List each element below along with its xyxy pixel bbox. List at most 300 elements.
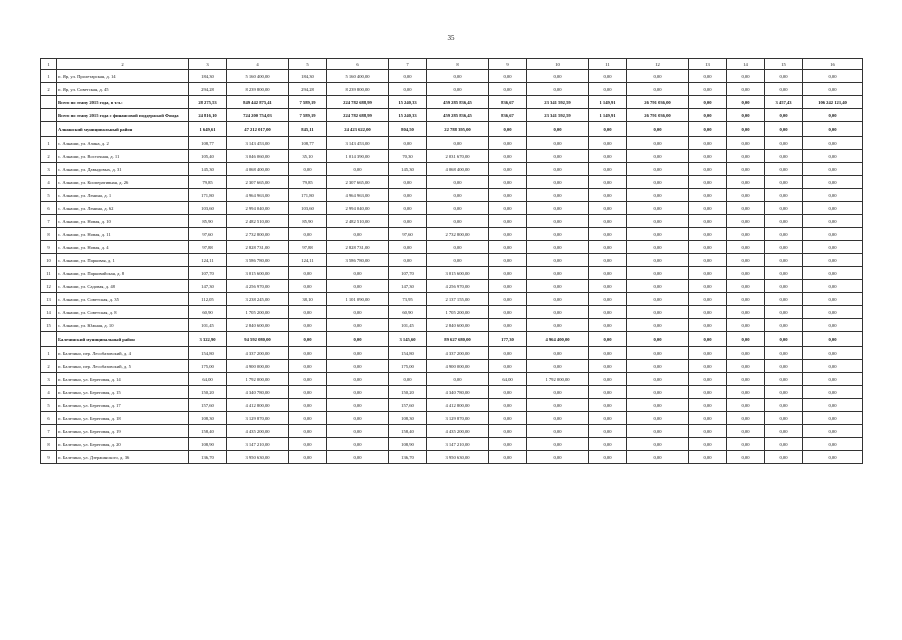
value-cell: 150,20 (189, 386, 227, 399)
value-cell: 0,00 (765, 425, 803, 438)
value-cell: 0,00 (527, 347, 589, 360)
value-cell: 1 705 200,00 (227, 306, 289, 319)
value-cell: 0,00 (689, 319, 727, 332)
district-subtotal-row (41, 332, 863, 347)
row-number-cell: 4 (41, 176, 57, 189)
value-cell: 0,00 (689, 306, 727, 319)
value-cell: 0,00 (727, 163, 765, 176)
value-cell: 26 791 036,00 (627, 109, 689, 122)
value-cell: 1 149,91 (589, 96, 627, 109)
address-cell: Алнашский муниципальный район (57, 122, 189, 137)
value-cell: 28 275,53 (189, 96, 227, 109)
value-cell: 2 137 155,00 (427, 293, 489, 306)
value-cell: 0,00 (765, 70, 803, 83)
value-cell: 0,00 (803, 70, 863, 83)
value-cell: 4 256 970,00 (427, 280, 489, 293)
value-cell: 0,00 (289, 163, 327, 176)
address-cell: п. Балезино, ул. Береговая, д. 20 (57, 438, 189, 451)
value-cell: 0,00 (589, 137, 627, 150)
value-cell: 0,00 (589, 241, 627, 254)
value-cell: 0,00 (689, 163, 727, 176)
value-cell: 0,00 (289, 360, 327, 373)
value-cell: 0,00 (689, 386, 727, 399)
value-cell: 0,00 (765, 83, 803, 96)
value-cell: 0,00 (627, 137, 689, 150)
table-row (41, 70, 863, 83)
value-cell: 79,85 (289, 176, 327, 189)
value-cell: 0,00 (689, 425, 727, 438)
value-cell: 4 964 400,00 (527, 332, 589, 347)
value-cell: 0,00 (527, 202, 589, 215)
value-cell: 0,00 (689, 215, 727, 228)
value-cell: 15 240,33 (389, 96, 427, 109)
value-cell: 108,90 (189, 438, 227, 451)
value-cell: 0,00 (689, 332, 727, 347)
address-cell: Балезинский муниципальный район (57, 332, 189, 347)
value-cell: 3 586 780,00 (327, 254, 389, 267)
table-row (41, 163, 863, 176)
row-number-cell: 4 (41, 386, 57, 399)
value-cell: 184,30 (289, 70, 327, 83)
value-cell: 0,00 (727, 373, 765, 386)
address-cell: с. Алнаши, ул. Парковийская, д. 8 (57, 267, 189, 280)
value-cell: 0,00 (803, 319, 863, 332)
address-cell: п. Яр, ул. Советская, д. 45 (57, 83, 189, 96)
row-number-cell: 5 (41, 189, 57, 202)
value-cell: 1 649,61 (189, 122, 227, 137)
value-cell: 0,00 (627, 202, 689, 215)
value-cell: 0,00 (489, 360, 527, 373)
value-cell: 107,70 (189, 267, 227, 280)
value-cell: 0,00 (627, 386, 689, 399)
value-cell: 0,00 (527, 319, 589, 332)
value-cell: 0,00 (527, 451, 589, 464)
value-cell: 0,00 (289, 425, 327, 438)
value-cell: 4 068 400,00 (427, 163, 489, 176)
value-cell: 294,28 (289, 83, 327, 96)
value-cell: 0,00 (765, 386, 803, 399)
value-cell: 0,00 (489, 280, 527, 293)
value-cell: 0,00 (765, 163, 803, 176)
value-cell: 0,00 (803, 451, 863, 464)
value-cell: 60,90 (389, 306, 427, 319)
value-cell: 171,80 (189, 189, 227, 202)
table-row (41, 293, 863, 306)
value-cell: 0,00 (489, 83, 527, 96)
value-cell: 0,00 (489, 137, 527, 150)
value-cell: 0,00 (327, 347, 389, 360)
value-cell: 0,00 (803, 163, 863, 176)
value-cell: 108,77 (189, 137, 227, 150)
value-cell: 0,00 (689, 267, 727, 280)
value-cell: 0,00 (527, 438, 589, 451)
value-cell: 0,00 (803, 109, 863, 122)
value-cell: 85,90 (189, 215, 227, 228)
value-cell: 47 212 017,00 (227, 122, 289, 137)
value-cell: 0,00 (765, 438, 803, 451)
row-number-cell: 14 (41, 306, 57, 319)
value-cell: 0,00 (589, 254, 627, 267)
address-cell: с. Алнаши, ул. Советская, д. 35 (57, 293, 189, 306)
value-cell: 5 160 400,00 (227, 70, 289, 83)
value-cell: 0,00 (803, 425, 863, 438)
value-cell: 0,00 (289, 332, 327, 347)
value-cell: 2 732 800,00 (227, 228, 289, 241)
value-cell: 0,00 (727, 215, 765, 228)
value-cell: 3 950 630,00 (227, 451, 289, 464)
value-cell: 0,00 (389, 373, 427, 386)
value-cell: 177,30 (489, 332, 527, 347)
value-cell: 4 964 963,00 (327, 189, 389, 202)
value-cell: 2 994 040,00 (327, 202, 389, 215)
value-cell: 0,00 (327, 280, 389, 293)
value-cell: 0,00 (427, 176, 489, 189)
value-cell: 0,00 (489, 150, 527, 163)
value-cell: 3 147 210,00 (227, 438, 289, 451)
address-cell: с. Алнаши, ул. Давыдовых, д. 31 (57, 163, 189, 176)
address-cell: п. Балезино, ул. Береговая, д. 15 (57, 386, 189, 399)
value-cell: 0,00 (765, 254, 803, 267)
value-cell: 0,00 (389, 241, 427, 254)
value-cell: 23 341 592,59 (527, 96, 589, 109)
value-cell: 2 994 040,00 (227, 202, 289, 215)
value-cell: 70,30 (389, 150, 427, 163)
value-cell: 0,00 (327, 319, 389, 332)
column-number-cell: 4 (227, 59, 289, 70)
value-cell: 0,00 (389, 189, 427, 202)
value-cell: 0,00 (727, 306, 765, 319)
column-number-cell: 6 (327, 59, 389, 70)
value-cell: 3 015 600,00 (227, 267, 289, 280)
value-cell: 4 900 000,00 (227, 360, 289, 373)
value-cell: 2 031 670,00 (427, 150, 489, 163)
row-number-cell: 1 (41, 137, 57, 150)
value-cell: 0,00 (527, 360, 589, 373)
value-cell: 0,00 (765, 332, 803, 347)
table-row (41, 228, 863, 241)
value-cell: 0,00 (327, 228, 389, 241)
value-cell: 0,00 (727, 202, 765, 215)
address-cell: с. Алнаши, ул. Восточная, д. 11 (57, 150, 189, 163)
value-cell: 0,00 (727, 241, 765, 254)
row-number-cell: 7 (41, 215, 57, 228)
table-row (41, 438, 863, 451)
table-row (41, 386, 863, 399)
table-row (41, 412, 863, 425)
value-cell: 38,10 (289, 293, 327, 306)
value-cell: 0,00 (327, 438, 389, 451)
value-cell: 0,00 (689, 451, 727, 464)
value-cell: 0,00 (727, 109, 765, 122)
value-cell: 106 242 121,40 (803, 96, 863, 109)
value-cell: 0,00 (765, 319, 803, 332)
value-cell: 0,00 (689, 202, 727, 215)
value-cell: 0,00 (803, 215, 863, 228)
value-cell: 0,00 (727, 267, 765, 280)
value-cell: 4 412 800,00 (427, 399, 489, 412)
value-cell: 157,60 (389, 399, 427, 412)
value-cell: 0,00 (489, 347, 527, 360)
value-cell: 0,00 (489, 202, 527, 215)
value-cell: 2 828 731,00 (327, 241, 389, 254)
value-cell: 0,00 (289, 280, 327, 293)
column-number-cell: 14 (727, 59, 765, 70)
value-cell: 0,00 (689, 83, 727, 96)
value-cell: 2 307 665,00 (327, 176, 389, 189)
value-cell: 0,00 (589, 83, 627, 96)
address-cell: п. Балезино, ул. Дзержинского, д. 36 (57, 451, 189, 464)
value-cell: 0,00 (627, 70, 689, 83)
value-cell: 0,00 (627, 176, 689, 189)
value-cell: 147,30 (389, 280, 427, 293)
table-row (41, 360, 863, 373)
value-cell: 2 307 665,00 (227, 176, 289, 189)
column-number-cell: 15 (765, 59, 803, 70)
row-number-cell: 3 (41, 373, 57, 386)
value-cell: 0,00 (627, 451, 689, 464)
value-cell: 0,00 (765, 241, 803, 254)
address-cell: п. Балезино, ул. Береговая, д. 17 (57, 399, 189, 412)
value-cell: 0,00 (327, 360, 389, 373)
value-cell: 0,00 (689, 373, 727, 386)
value-cell: 0,00 (589, 293, 627, 306)
column-number-cell: 5 (289, 59, 327, 70)
value-cell: 124,11 (189, 254, 227, 267)
value-cell: 4 256 970,00 (227, 280, 289, 293)
value-cell: 4 340 780,00 (227, 386, 289, 399)
value-cell: 0,00 (389, 254, 427, 267)
value-cell: 0,00 (589, 280, 627, 293)
value-cell: 3 129 870,00 (427, 412, 489, 425)
value-cell: 0,00 (589, 228, 627, 241)
row-number-cell: 2 (41, 360, 57, 373)
value-cell: 0,00 (627, 373, 689, 386)
value-cell: 0,00 (389, 215, 427, 228)
value-cell: 4 435 200,00 (427, 425, 489, 438)
value-cell: 0,00 (627, 399, 689, 412)
value-cell: 3 147 210,00 (427, 438, 489, 451)
value-cell: 0,00 (689, 412, 727, 425)
row-number-cell: 13 (41, 293, 57, 306)
value-cell: 0,00 (489, 319, 527, 332)
value-cell: 0,00 (489, 451, 527, 464)
value-cell: 0,00 (527, 293, 589, 306)
value-cell: 0,00 (765, 347, 803, 360)
value-cell: 8 239 800,00 (227, 83, 289, 96)
value-cell: 0,00 (803, 438, 863, 451)
value-cell: 0,00 (289, 412, 327, 425)
table-row (41, 451, 863, 464)
table-row (41, 241, 863, 254)
value-cell: 112,05 (189, 293, 227, 306)
value-cell: 0,00 (527, 70, 589, 83)
column-number-row (41, 59, 863, 70)
value-cell: 0,00 (803, 137, 863, 150)
value-cell: 24 816,10 (189, 109, 227, 122)
value-cell: 157,60 (189, 399, 227, 412)
value-cell: 0,00 (689, 399, 727, 412)
value-cell: 0,00 (527, 399, 589, 412)
table-row (41, 399, 863, 412)
value-cell: 2 732 800,00 (427, 228, 489, 241)
address-cell: с. Алнаши, ул. Садовая, д. 48 (57, 280, 189, 293)
value-cell: 89 627 680,00 (427, 332, 489, 347)
value-cell: 0,00 (765, 267, 803, 280)
value-cell: 108,90 (389, 438, 427, 451)
value-cell: 0,00 (327, 267, 389, 280)
value-cell: 836,67 (489, 96, 527, 109)
value-cell: 0,00 (527, 386, 589, 399)
table-row (41, 202, 863, 215)
value-cell: 0,00 (489, 215, 527, 228)
value-cell: 0,00 (765, 215, 803, 228)
value-cell: 0,00 (589, 451, 627, 464)
value-cell: 0,00 (489, 70, 527, 83)
value-cell: 0,00 (689, 137, 727, 150)
address-cell: п. Балезино, ул. Береговая, д. 19 (57, 425, 189, 438)
district-subtotal-row (41, 122, 863, 137)
value-cell: 2 482 510,00 (227, 215, 289, 228)
row-number-cell: 1 (41, 70, 57, 83)
value-cell: 0,00 (803, 122, 863, 137)
value-cell: 0,00 (427, 254, 489, 267)
value-cell: 4 337 200,00 (227, 347, 289, 360)
value-cell: 105,40 (189, 150, 227, 163)
value-cell: 0,00 (689, 254, 727, 267)
value-cell: 1 101 090,00 (327, 293, 389, 306)
address-cell: п. Балезино, пер. Лесобазовский, д. 4 (57, 347, 189, 360)
column-number-cell: 16 (803, 59, 863, 70)
value-cell: 0,00 (427, 70, 489, 83)
value-cell: 150,20 (389, 386, 427, 399)
value-cell: 0,00 (727, 280, 765, 293)
page-number: 35 (447, 34, 455, 42)
value-cell: 0,00 (727, 399, 765, 412)
value-cell: 0,00 (527, 425, 589, 438)
address-cell: с. Алнаши, ул. Южная, д. 10 (57, 319, 189, 332)
row-number-cell: 8 (41, 228, 57, 241)
value-cell: 0,00 (765, 280, 803, 293)
value-cell: 845,11 (289, 122, 327, 137)
value-cell: 184,30 (189, 70, 227, 83)
value-cell: 0,00 (489, 122, 527, 137)
value-cell: 0,00 (627, 83, 689, 96)
table-row (41, 306, 863, 319)
value-cell: 0,00 (389, 176, 427, 189)
value-cell: 154,80 (189, 347, 227, 360)
value-cell: 0,00 (627, 163, 689, 176)
value-cell: 0,00 (489, 228, 527, 241)
address-cell: с. Алнаши, ул. Новая, д. 4 (57, 241, 189, 254)
row-number-cell: 10 (41, 254, 57, 267)
value-cell: 3 046 060,00 (227, 150, 289, 163)
value-cell: 101,45 (389, 319, 427, 332)
address-cell: с. Алнаши, ул. Азина, д. 2 (57, 137, 189, 150)
address-cell: с. Алнаши, ул. Кооперативная, д. 26 (57, 176, 189, 189)
value-cell: 0,00 (689, 438, 727, 451)
value-cell: 0,00 (327, 373, 389, 386)
value-cell: 158,40 (189, 425, 227, 438)
row-number-cell (41, 122, 57, 137)
row-number-cell (41, 96, 57, 109)
value-cell: 0,00 (527, 122, 589, 137)
value-cell: 0,00 (765, 202, 803, 215)
column-number-cell: 2 (57, 59, 189, 70)
value-cell: 1 705 200,00 (427, 306, 489, 319)
value-cell: 0,00 (489, 189, 527, 202)
value-cell: 0,00 (765, 122, 803, 137)
value-cell: 1 149,91 (589, 109, 627, 122)
value-cell: 0,00 (803, 228, 863, 241)
table-row (41, 83, 863, 96)
value-cell: 26 791 036,00 (627, 96, 689, 109)
value-cell: 0,00 (389, 137, 427, 150)
value-cell: 0,00 (627, 228, 689, 241)
value-cell: 103,60 (189, 202, 227, 215)
value-cell: 0,00 (289, 306, 327, 319)
column-number-cell: 1 (41, 59, 57, 70)
value-cell: 23 341 592,59 (527, 109, 589, 122)
value-cell: 0,00 (689, 150, 727, 163)
value-cell: 0,00 (327, 451, 389, 464)
value-cell: 0,00 (727, 176, 765, 189)
value-cell: 0,00 (765, 293, 803, 306)
value-cell: 0,00 (289, 399, 327, 412)
value-cell: 3 322,90 (189, 332, 227, 347)
value-cell: 0,00 (589, 425, 627, 438)
value-cell: 0,00 (727, 319, 765, 332)
column-number-cell: 7 (389, 59, 427, 70)
value-cell: 0,00 (327, 163, 389, 176)
value-cell: 0,00 (489, 267, 527, 280)
value-cell: 136,70 (389, 451, 427, 464)
value-cell: 136,70 (189, 451, 227, 464)
value-cell: 0,00 (427, 83, 489, 96)
value-cell: 0,00 (627, 293, 689, 306)
value-cell: 0,00 (589, 189, 627, 202)
table-row (41, 280, 863, 293)
value-cell: 0,00 (489, 241, 527, 254)
value-cell: 0,00 (689, 360, 727, 373)
value-cell: 0,00 (765, 306, 803, 319)
value-cell: 0,00 (627, 306, 689, 319)
value-cell: 0,00 (427, 189, 489, 202)
value-cell: 101,45 (189, 319, 227, 332)
value-cell: 0,00 (803, 399, 863, 412)
value-cell: 0,00 (589, 373, 627, 386)
row-number-cell: 6 (41, 202, 57, 215)
value-cell: 0,00 (803, 150, 863, 163)
value-cell: 3 145,60 (389, 332, 427, 347)
value-cell: 4 337 200,00 (427, 347, 489, 360)
value-cell: 4 435 200,00 (227, 425, 289, 438)
value-cell: 97,88 (189, 241, 227, 254)
table-row (41, 267, 863, 280)
value-cell: 1 792 000,00 (227, 373, 289, 386)
value-cell: 0,00 (527, 280, 589, 293)
value-cell: 64,00 (489, 373, 527, 386)
address-cell: с. Алнаши, ул. Новая, д. 10 (57, 215, 189, 228)
table-row (41, 189, 863, 202)
value-cell: 0,00 (689, 228, 727, 241)
value-cell: 0,00 (489, 254, 527, 267)
value-cell: 0,00 (589, 412, 627, 425)
value-cell: 0,00 (589, 360, 627, 373)
value-cell: 0,00 (627, 425, 689, 438)
value-cell: 103,60 (289, 202, 327, 215)
housing-program-table (40, 58, 863, 464)
value-cell: 0,00 (327, 332, 389, 347)
